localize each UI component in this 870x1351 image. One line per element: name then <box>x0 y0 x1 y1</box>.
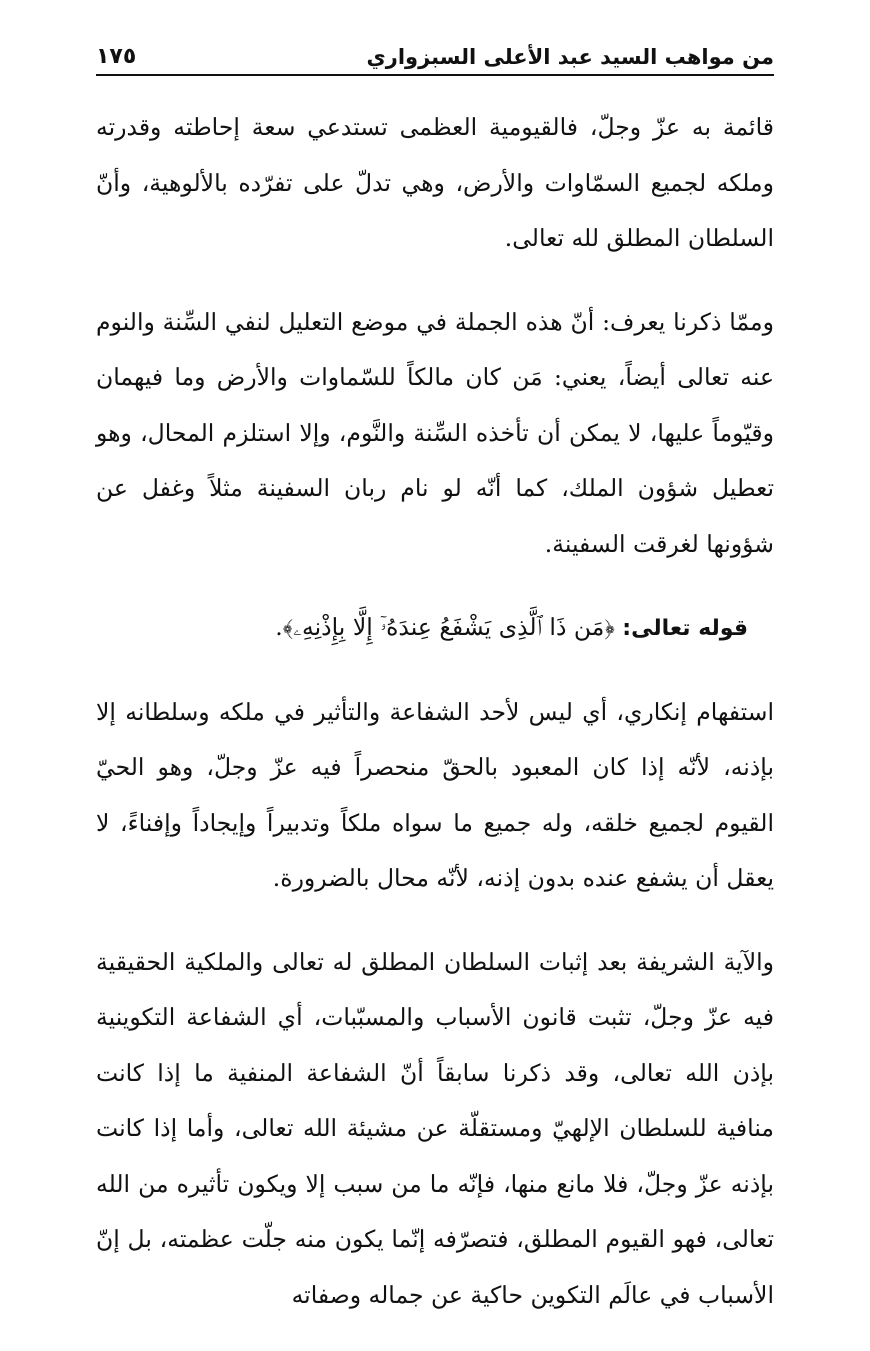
verse-quote: ﴿مَن ذَا ٱلَّذِى يَشْفَعُ عِندَهُۥٓ إِلَّا بِإِذْنِهِۦ﴾. <box>275 613 615 641</box>
body-text <box>96 100 774 1351</box>
paragraph-1: قائمة به عزّ وجلّ، فالقيومية العظمى تستدعي سعة إحاطته وقدرته وملكه لجميع السمّاوات والأرض، وهي تدلّ على تفرّده بالألوهية، وأنّ السلطان المطلق لله تعالى. <box>96 113 774 252</box>
running-header-title: من مواهب السيد عبد الأعلى السبزواري <box>366 45 774 69</box>
paragraph-4: والآية الشريفة بعد إثبات السلطان المطلق له تعالى والملكية الحقيقية فيه عزّ وجلّ، تثبت قانون الأسباب والمسبّبات، أي الشفاعة التكوينية بإذن الله تعالى، وقد ذكرنا سابقاً أنّ الشفاعة المنفية ما إذا كانت منافية للسلطان الإلهيّ ومستقلّة عن مشيئة الله تعالى، وأما إذا كانت بإذنه عزّ وجلّ، فلا مانع منها، فإنّه ما من سبب إلا ويكون تأثيره من الله تعالى، فهو القيوم المطلق، فتصرّفه إنّما يكون منه جلّت عظمته، بل إنّ الأسباب في عالَم التكوين حاكية عن جماله وصفاته <box>96 947 774 1309</box>
verse-citation <box>96 600 774 657</box>
verse-label: قوله تعالى: <box>622 616 748 641</box>
page-number: ١٧٥ <box>96 44 137 69</box>
paragraph-2: وممّا ذكرنا يعرف: أنّ هذه الجملة في موضع التعليل لنفي السِّنة والنوم عنه تعالى أيضاً، يعني: مَن كان مالكاً للسّماوات والأرض وما فيهمان وقيّوماً عليها، لا يمكن أن تأخذه السِّنة والنَّوم، وإلا استلزم المحال، وهو تعطيل شؤون الملك، كما أنّه لو نام ربان السفينة مثلاً وغفل عن شؤونها لغرقت السفينة. <box>96 307 774 558</box>
paragraph-3: استفهام إنكاري، أي ليس لأحد الشفاعة والتأثير في ملكه وسلطانه إلا بإذنه، لأنّه إذا كان المعبود بالحقّ منحصراً فيه عزّ وجلّ، وهو الحيّ القيوم لجميع خلقه، وله جميع ما سواه ملكاً وتدبيراً وإيجاداً وإفناءً، لا يعقل أن يشفع عنده بدون إذنه، لأنّه محال بالضرورة. <box>96 697 774 892</box>
running-header <box>96 28 774 76</box>
